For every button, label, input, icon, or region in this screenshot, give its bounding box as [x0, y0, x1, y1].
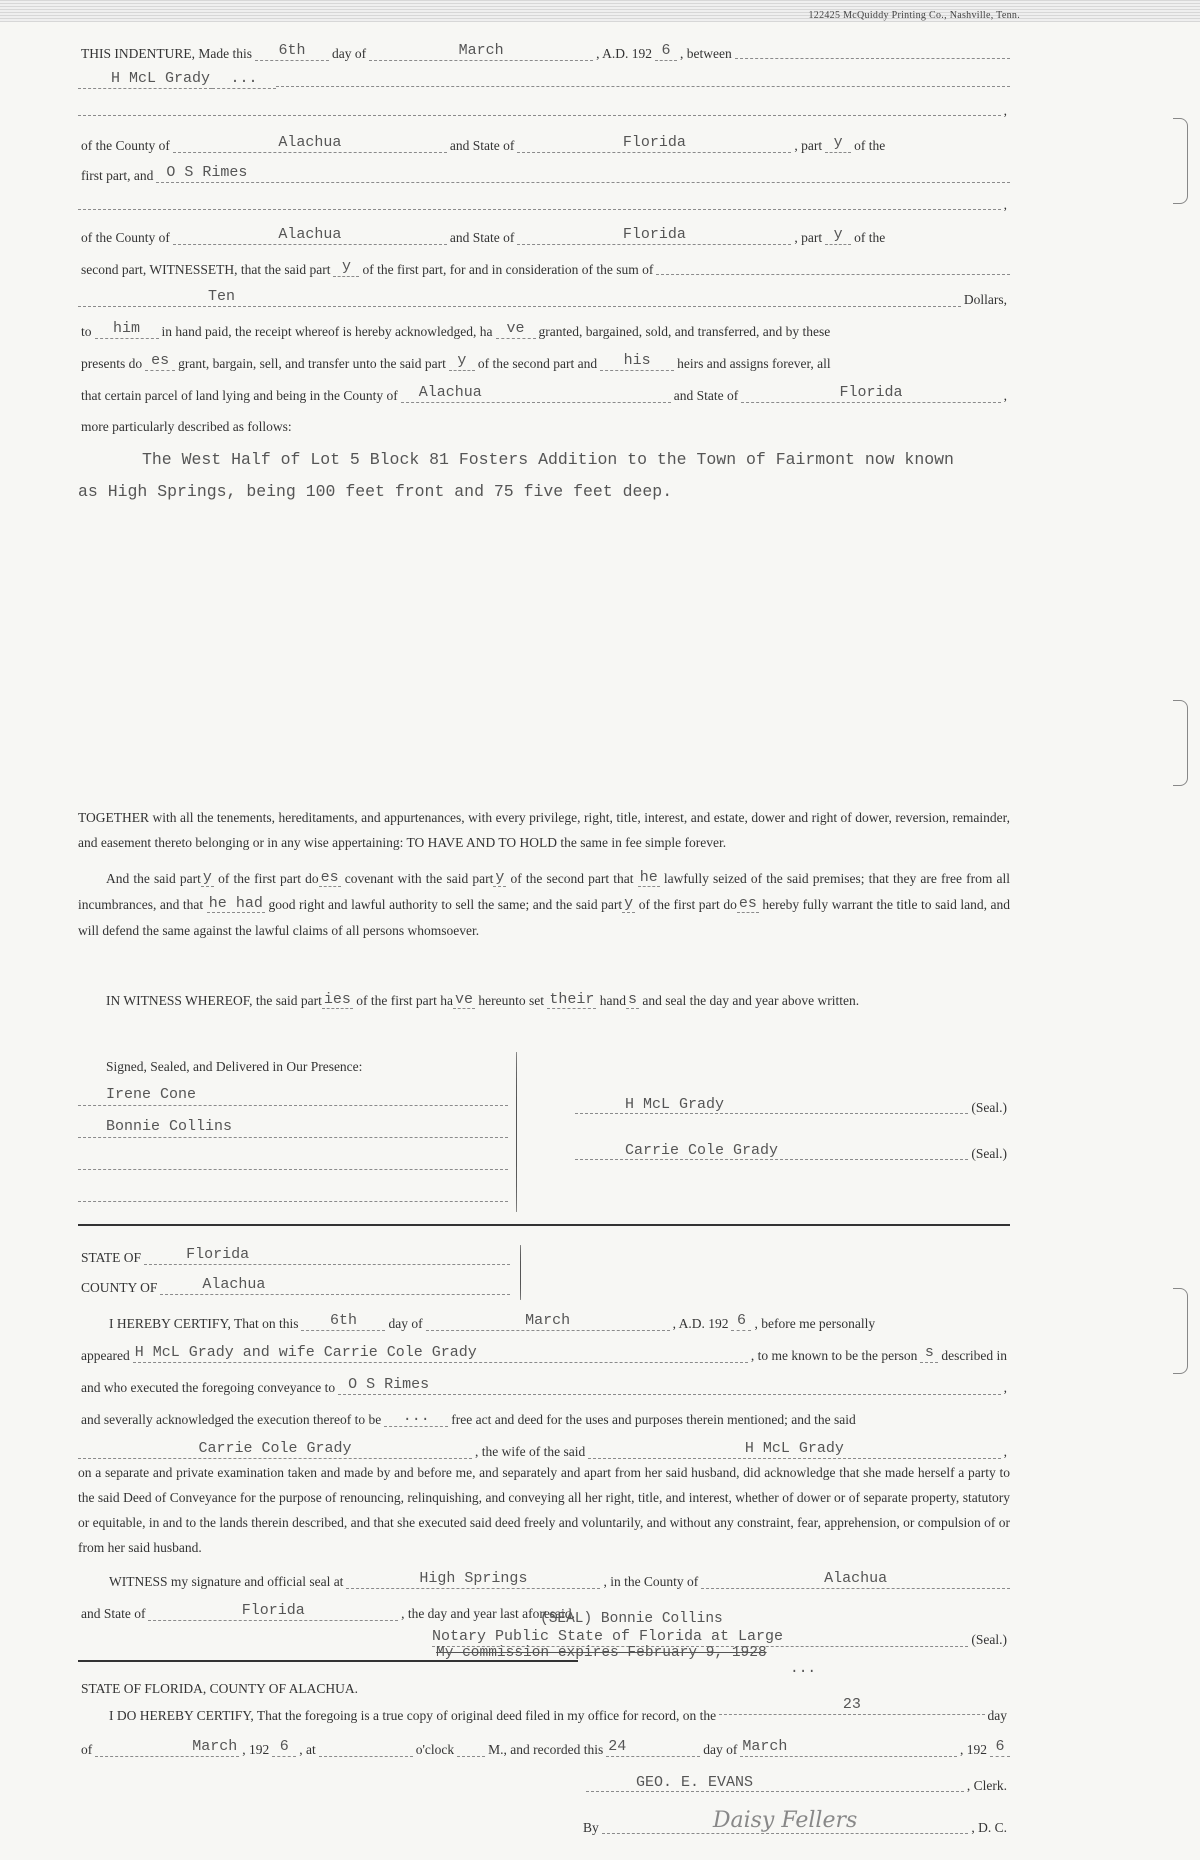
- parcel-state: Florida: [741, 384, 1000, 403]
- together-clause: TOGETHER with all the tenements, hereditaments, and appurtenances, with every privilege, right, title, interest, and estate, dower and right of dower, reversion, remainder, and easement thereto belonging or in any wise appertaining: TO HAVE AND TO HOLD the same in fee simple forever.: [78, 810, 1010, 850]
- ack-executed-line: and who executed the foregoing conveyance to O S Rimes ,: [81, 1376, 1007, 1395]
- notary-seal-line: (SEAL) Bonnie Collins: [540, 1611, 723, 1627]
- binder-punch-mark: [1173, 1288, 1188, 1374]
- recording-date-line: of March , 192 6 , at o'clock M., and recorded this 24 day of March , 192 6: [78, 1740, 1010, 1759]
- second-county: Alachua: [173, 226, 447, 245]
- deed-day: 6th: [255, 42, 329, 61]
- presents-line: presents do es grant, bargain, sell, and transfer unto the said part y of the second part and his heirs and assigns forever, all: [81, 352, 831, 371]
- recording-heading: STATE OF FLORIDA, COUNTY OF ALACHUA.: [81, 1681, 359, 1696]
- consideration-sum: Ten: [78, 288, 961, 307]
- notary-rule: [78, 1660, 578, 1662]
- property-description: The West Half of Lot 5 Block 81 Fosters Addition to the Town of Fairmont now known as High Springs, being 100 feet front and 75 five feet deep.: [78, 450, 954, 501]
- ack-certify-line: I HEREBY CERTIFY, That on this 6th day of March , A.D. 192 6 , before me personally: [109, 1312, 876, 1331]
- parcel-county: Alachua: [401, 384, 671, 403]
- second-party-line-2: ,: [78, 196, 1010, 214]
- deputy-signature: Daisy Fellers: [602, 1808, 969, 1834]
- ack-county-line: COUNTY OF Alachua: [78, 1278, 510, 1297]
- binder-punch-mark: [1173, 118, 1188, 204]
- witness-whereof-clause: IN WITNESS WHEREOF, the said part ies of the first part ha ve hereunto set their hand s and seal the day and year above written.: [106, 991, 860, 1008]
- first-state: Florida: [517, 134, 791, 153]
- first-county: Alachua: [173, 134, 447, 153]
- recording-certify-line: I DO HEREBY CERTIFY, That the foregoing is a true copy of original deed filed in my office for record, on the 23 day: [109, 1696, 1007, 1723]
- parcel-line: that certain parcel of land lying and being in the County of Alachua and State of Florida ,: [81, 384, 1007, 403]
- notary-commission: My commission expires February 9, 1928: [436, 1645, 767, 1661]
- wife-examination-clause: on a separate and private examination taken and made by and before me, and separately and apart from her said husband, did acknowledge that she made herself a party to the said Deed of Conveyance for the purpose of renouncing, relinquishing, and conveying all her right, title, and interest, whether of dower or of separate property, statutory or equitable, in and to the lands therein described, and that she executed said deed freely and voluntarily, and without any constraint, fear, apprehension, or compulsion of or from her said husband.: [78, 1465, 1010, 1555]
- receipt-line: to him in hand paid, the receipt whereof is hereby acknowledged, ha ve granted, bargained, sold, and transferred, and by these: [81, 320, 831, 339]
- notary-dots: ...: [790, 1661, 817, 1677]
- signatory-line-1: H McL Grady (Seal.): [575, 1098, 1010, 1116]
- first-party-dots: ...: [212, 70, 276, 89]
- covenant-clause: And the said part y of the first part do es covenant with the said part y of the second part that he lawfully seized of the said premises; that they are free from all incumbrances, and that he had good right and lawful authority to sell the same; and the said part y of the first part do es hereby fully warrant the title to said land, and will defend the same against the lawful claims of all persons whomsoever.: [78, 869, 1011, 938]
- deed-year-digit: 6: [655, 42, 677, 61]
- ack-state-sig-line: and State of Florida , the day and year last aforesaid.: [81, 1602, 575, 1621]
- second-party-name: O S Rimes: [156, 164, 1010, 183]
- ack-state-line: STATE OF Florida: [78, 1248, 510, 1267]
- first-party-name: H McL Grady: [78, 70, 212, 89]
- printer-imprint: 122425 McQuiddy Printing Co., Nashville, Tenn.: [808, 10, 1020, 21]
- witness-line-4: [78, 1182, 508, 1202]
- second-county-line: of the County of Alachua and State of Florida , part y of the: [81, 226, 886, 245]
- first-party-line: [78, 72, 1010, 91]
- ack-severally-line: and severally acknowledged the execution thereof to be ... free act and deed for the uses and purposes therein mentioned; and the said: [81, 1408, 856, 1427]
- venue-brace: [520, 1245, 521, 1300]
- ack-appeared-line: appeared H McL Grady and wife Carrie Cole Grady , to me known to be the person s described in: [81, 1344, 1007, 1363]
- notary-title-line: Notary Public State of Florida at Large (Seal.): [432, 1628, 1007, 1647]
- deputy-line: By Daisy Fellers , D. C.: [583, 1808, 1007, 1835]
- indenture-line: THIS INDENTURE, Made this 6th day of March , A.D. 192 6 , between: [78, 44, 1010, 63]
- ack-witness-line: WITNESS my signature and official seal at High Springs , in the County of Alachua: [106, 1572, 1010, 1591]
- binder-punch-mark: [1173, 700, 1188, 786]
- signed-label: Signed, Sealed, and Delivered in Our Presence:: [106, 1059, 363, 1074]
- second-state: Florida: [517, 226, 791, 245]
- first-part-suffix: y: [825, 134, 851, 153]
- witness-line-2: Bonnie Collins: [78, 1118, 508, 1138]
- first-party-line-2: ,: [78, 102, 1010, 120]
- signatory-line-2: Carrie Cole Grady (Seal.): [575, 1144, 1010, 1162]
- first-county-line: of the County of Alachua and State of Florida , part y of the: [81, 134, 886, 153]
- ack-wife-line: Carrie Cole Grady , the wife of the said H McL Grady ,: [78, 1442, 1010, 1461]
- deed-month: March: [369, 42, 593, 61]
- page-top-border: [0, 0, 1200, 22]
- witnesseth-line: second part, WITNESSETH, that the said part y of the first part, for and in consideration of the sum of: [78, 260, 1010, 279]
- section-divider: [78, 1224, 1010, 1226]
- witness-line-3: [78, 1150, 508, 1170]
- clerk-line: GEO. E. EVANS , Clerk.: [586, 1776, 1010, 1794]
- second-party-line: first part, and O S Rimes: [78, 166, 1010, 185]
- sum-line: Ten Dollars,: [78, 290, 1010, 309]
- witness-line-1: Irene Cone: [78, 1086, 508, 1106]
- second-part-suffix: y: [825, 226, 851, 245]
- signature-brace: [516, 1052, 517, 1212]
- described-line: more particularly described as follows:: [81, 419, 292, 434]
